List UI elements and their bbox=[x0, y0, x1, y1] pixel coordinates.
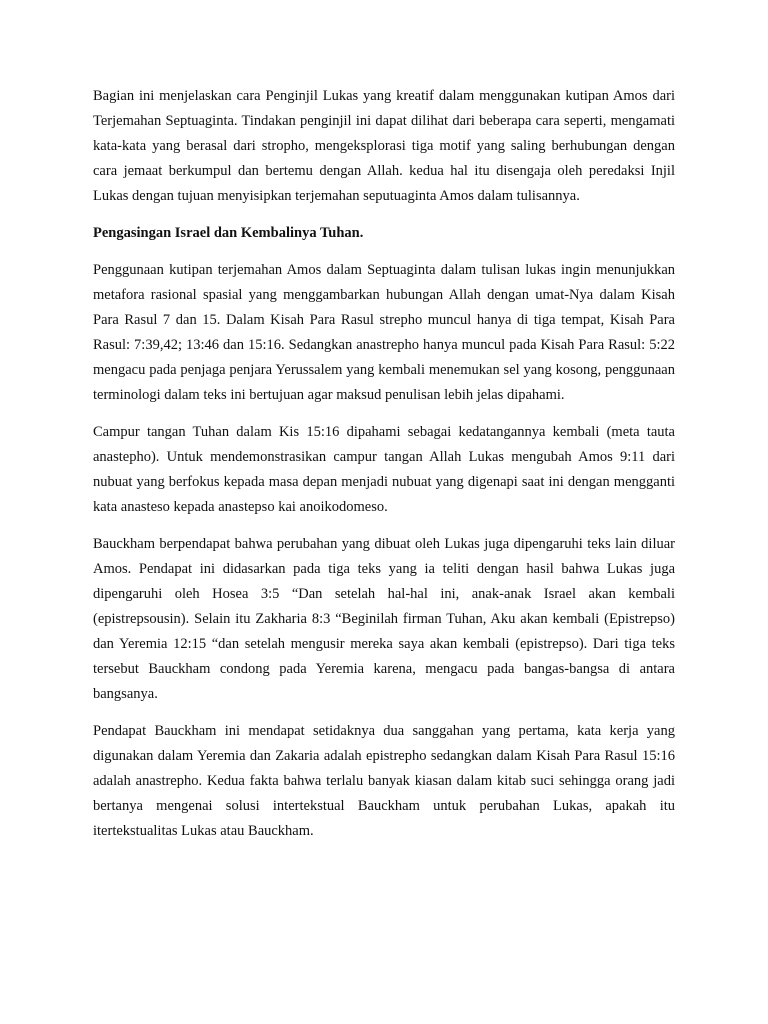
intro-paragraph: Bagian ini menjelaskan cara Penginjil Lukas yang kreatif dalam menggunakan kutipan Amos dari Terjemahan Septuaginta. Tindakan penginjil ini dapat dilihat dari beberapa cara seperti, mengamati kata-kata yang berasal dari stropho, mengeksplorasi tiga motif yang saling berhubungan dengan cara jemaat berkumpul dan bertemu dengan Allah. kedua hal itu disengaja oleh peredaksi Injil Lukas dengan tujuan menyisipkan terjemahan seputuaginta Amos dalam tulisannya. bbox=[93, 88, 675, 204]
body-paragraph-bauckham: Bauckham berpendapat bahwa perubahan yang dibuat oleh Lukas juga dipengaruhi teks lain diluar Amos. Pendapat ini didasarkan pada tiga teks yang ia teliti dengan hasil bahwa Lukas juga dipengaruhi oleh Hosea 3:5 “Dan setelah hal-hal ini, anak-anak Israel akan kembali (epistrepsousin). Selain itu Zakharia 8:3 “Beginilah firman Tuhan, Aku akan kembali (Epistrepso) dan Yeremia 12:15 “dan setelah mengusir mereka saya akan kembali (epistrepso). Dari tiga teks tersebut Bauckham condong pada Yeremia karena, mengacu pada bangas-bangsa di antara bangsanya. bbox=[93, 536, 675, 702]
body-paragraph-intervention: Campur tangan Tuhan dalam Kis 15:16 dipahami sebagai kedatangannya kembali (meta tauta anastepho). Untuk mendemonstrasikan campur tangan Allah Lukas mengubah Amos 9:11 dari nubuat yang berfokus kepada masa depan menjadi nubuat yang digenapi saat ini dengan mengganti kata anasteso kepada anastepso kai anoikodomeso. bbox=[93, 424, 675, 515]
document-page bbox=[93, 84, 675, 856]
body-paragraph-rebuttal: Pendapat Bauckham ini mendapat setidaknya dua sanggahan yang pertama, kata kerja yang digunakan dalam Yeremia dan Zakaria adalah epistrepho sedangkan dalam Kisah Para Rasul 15:16 adalah anastrepho. Kedua fakta bahwa terlalu banyak kiasan dalam kitab suci sehingga orang jadi bertanya mengenai solusi intertekstual Bauckham untuk perubahan Lukas, apakah itu itertekstualitas Lukas atau Bauckham. bbox=[93, 723, 675, 839]
section-heading: Pengasingan Israel dan Kembalinya Tuhan. bbox=[93, 225, 364, 241]
body-paragraph-strepho: Penggunaan kutipan terjemahan Amos dalam Septuaginta dalam tulisan lukas ingin menunjukkan metafora rasional spasial yang menggambarkan hubungan Allah dengan umat-Nya dalam Kisah Para Rasul 7 dan 15. Dalam Kisah Para Rasul strepho muncul hanya di tiga tempat, Kisah Para Rasul: 7:39,42; 13:46 dan 15:16. Sedangkan anastrepho hanya muncul pada Kisah Para Rasul: 5:22 mengacu pada penjaga penjara Yerussalem yang kembali menemukan sel yang kosong, penggunaan terminologi dalam teks ini bertujuan agar maksud penulisan lebih jelas dipahami. bbox=[93, 262, 675, 403]
